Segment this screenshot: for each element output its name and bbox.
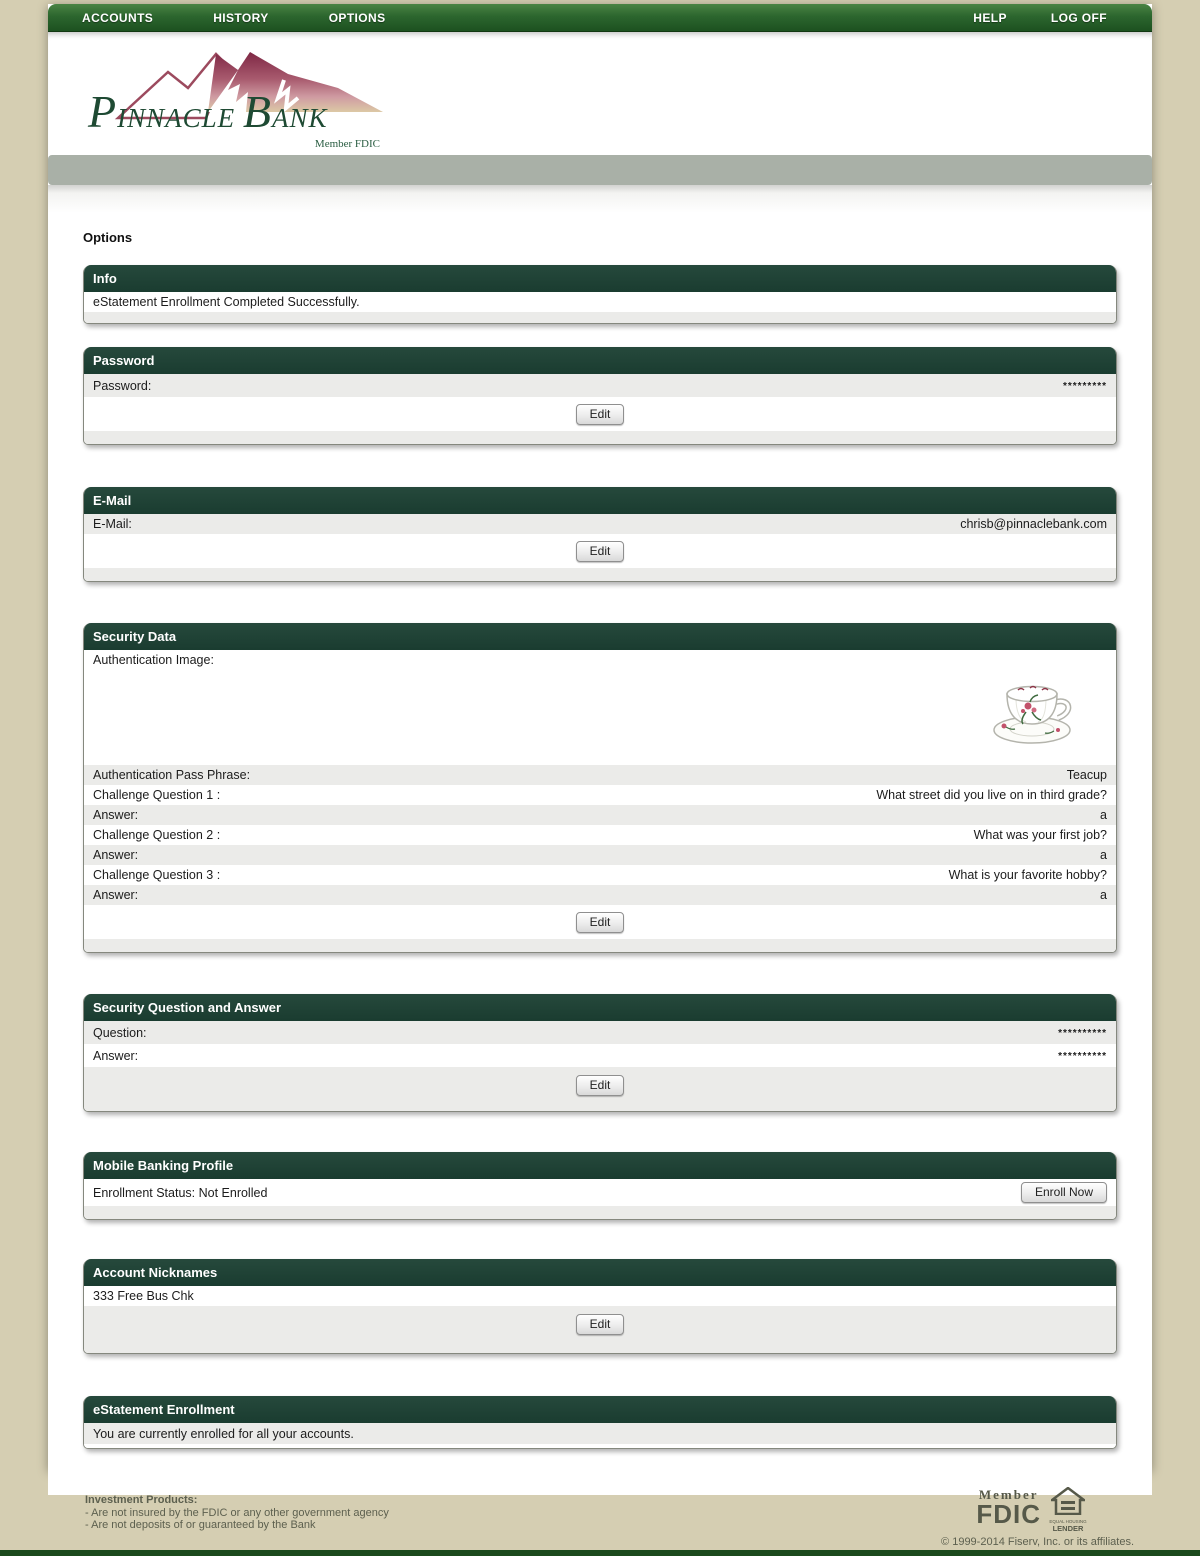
answer-1-value: a — [1100, 808, 1107, 822]
logo-wordmark — [88, 86, 328, 137]
password-panel-footer — [84, 431, 1116, 444]
member-fdic-logo — [976, 1487, 1041, 1529]
estatement-message: You are currently enrolled for all your accounts. — [93, 1426, 354, 1441]
account-nicknames-panel-header: Account Nicknames — [84, 1259, 1116, 1286]
estatement-panel — [83, 1396, 1117, 1449]
member-text: Member — [978, 1487, 1039, 1502]
fdic-text: FDIC — [976, 1499, 1041, 1529]
security-data-panel-header: Security Data — [84, 623, 1116, 650]
answer-2-row — [84, 845, 1116, 865]
security-data-panel-footer — [84, 939, 1116, 952]
security-data-edit-area — [84, 905, 1116, 939]
security-qa-panel-header: Security Question and Answer — [84, 994, 1116, 1021]
answer-1-row — [84, 805, 1116, 825]
security-answer-value: ********** — [1058, 1051, 1107, 1062]
copyright-text: © 1999-2014 Fiserv, Inc. or its affiliates. — [941, 1536, 1134, 1548]
nav-history[interactable]: HISTORY — [213, 10, 269, 25]
investment-disclaimer — [85, 1494, 389, 1532]
security-qa-edit-area — [84, 1067, 1116, 1111]
answer-3-row — [84, 885, 1116, 905]
estatement-message-row — [84, 1423, 1116, 1444]
enrollment-status-text: Enrollment Status: Not Enrolled — [93, 1185, 268, 1200]
email-panel — [83, 487, 1117, 582]
nav-right-group — [973, 11, 1152, 25]
email-label: E-Mail: — [93, 517, 132, 531]
email-value: chrisb@pinnaclebank.com — [960, 517, 1107, 531]
estatement-panel-footer — [84, 1444, 1116, 1448]
security-question-label: Question: — [93, 1025, 147, 1040]
mobile-banking-panel — [83, 1152, 1117, 1220]
email-panel-header: E-Mail — [84, 487, 1116, 514]
challenge-question-2-row — [84, 825, 1116, 845]
challenge-question-1-row — [84, 785, 1116, 805]
account-nickname-text: 333 Free Bus Chk — [93, 1289, 194, 1303]
answer-2-label: Answer: — [93, 848, 139, 862]
account-nickname-row — [84, 1286, 1116, 1306]
challenge-question-2-label: Challenge Question 2 : — [93, 828, 221, 842]
challenge-question-3-row — [84, 865, 1116, 885]
challenge-question-1-label: Challenge Question 1 : — [93, 788, 221, 802]
info-message-row — [84, 292, 1116, 312]
nav-left-group — [48, 11, 386, 25]
bottom-bar — [0, 1550, 1200, 1556]
answer-3-value: a — [1100, 888, 1107, 902]
mobile-banking-panel-footer — [84, 1206, 1116, 1219]
email-edit-area — [84, 534, 1116, 568]
content-area — [48, 185, 1152, 1495]
email-panel-footer — [84, 568, 1116, 581]
challenge-question-3-label: Challenge Question 3 : — [93, 868, 221, 882]
investment-line-1: - Are not insured by the FDIC or any other government agency — [85, 1506, 389, 1519]
pass-phrase-value: Teacup — [1066, 768, 1107, 782]
security-question-row — [84, 1021, 1116, 1044]
pass-phrase-row — [84, 765, 1116, 785]
member-fdic-tagline: Member FDIC — [314, 138, 380, 150]
equal-housing-house-icon — [1051, 1487, 1085, 1515]
logo-initial-p: P — [88, 86, 118, 137]
email-row — [84, 514, 1116, 534]
masthead — [48, 32, 1152, 155]
challenge-question-3-value: What is your favorite hobby? — [948, 868, 1107, 882]
account-nicknames-edit-area — [84, 1306, 1116, 1353]
answer-3-label: Answer: — [93, 888, 139, 902]
estatement-panel-header: eStatement Enrollment — [84, 1396, 1116, 1423]
security-question-value: ********** — [1058, 1028, 1107, 1039]
password-edit-area — [84, 397, 1116, 431]
nav-accounts[interactable]: ACCOUNTS — [82, 10, 154, 25]
lender-text: LENDER — [1052, 1523, 1084, 1533]
pass-phrase-label: Authentication Pass Phrase: — [93, 768, 251, 782]
security-qa-edit-button[interactable]: Edit — [576, 1075, 625, 1096]
nav-help[interactable]: HELP — [973, 10, 1007, 25]
equal-housing-text: EQUAL HOUSING — [1049, 1519, 1087, 1524]
security-answer-row — [84, 1044, 1116, 1067]
info-message: eStatement Enrollment Completed Successfully. — [93, 295, 360, 309]
account-nicknames-edit-button[interactable]: Edit — [576, 1314, 625, 1335]
answer-1-label: Answer: — [93, 808, 139, 822]
account-nicknames-panel — [83, 1259, 1117, 1354]
top-nav — [48, 4, 1152, 32]
security-data-edit-button[interactable]: Edit — [576, 912, 625, 933]
investment-products-title: Investment Products: — [85, 1494, 198, 1506]
divider-bar — [48, 155, 1152, 185]
security-qa-panel — [83, 994, 1117, 1112]
logo-initial-b: B — [242, 86, 272, 137]
challenge-question-1-value: What street did you live on in third grade? — [876, 788, 1107, 802]
security-data-panel — [83, 623, 1117, 953]
nav-options[interactable]: OPTIONS — [328, 10, 386, 25]
password-value: ********* — [1062, 381, 1107, 392]
password-label: Password: — [93, 378, 152, 393]
investment-line-2: - Are not deposits of or guaranteed by the Bank — [85, 1519, 316, 1531]
page-title: Options — [83, 230, 133, 245]
password-row — [84, 374, 1116, 397]
equal-housing-lender-logo — [1048, 1487, 1088, 1533]
email-edit-button[interactable]: Edit — [576, 541, 625, 562]
nav-logoff[interactable]: LOG OFF — [1050, 10, 1107, 25]
authentication-image-row — [84, 650, 1116, 765]
challenge-question-2-value: What was your first job? — [973, 828, 1107, 842]
main-window — [48, 4, 1152, 1470]
security-answer-label: Answer: — [93, 1048, 139, 1063]
fdic-logos — [976, 1487, 1088, 1533]
mobile-banking-panel-header: Mobile Banking Profile — [84, 1152, 1116, 1179]
enrollment-status-row — [84, 1179, 1116, 1206]
teacup-image — [986, 668, 1086, 748]
info-panel-header: Info — [84, 265, 1116, 292]
answer-2-value: a — [1100, 848, 1107, 862]
authentication-image-label: Authentication Image: — [93, 653, 214, 667]
logo-rest-ank: ANK — [272, 103, 328, 133]
password-edit-button[interactable]: Edit — [576, 404, 625, 425]
logo-rest-innacle: INNACLE — [117, 103, 243, 133]
pinnacle-bank-logo — [88, 40, 408, 152]
password-panel — [83, 347, 1117, 445]
password-panel-header: Password — [84, 347, 1116, 374]
enroll-now-button[interactable]: Enroll Now — [1021, 1182, 1107, 1203]
info-panel — [83, 265, 1117, 324]
info-panel-footer — [84, 312, 1116, 323]
